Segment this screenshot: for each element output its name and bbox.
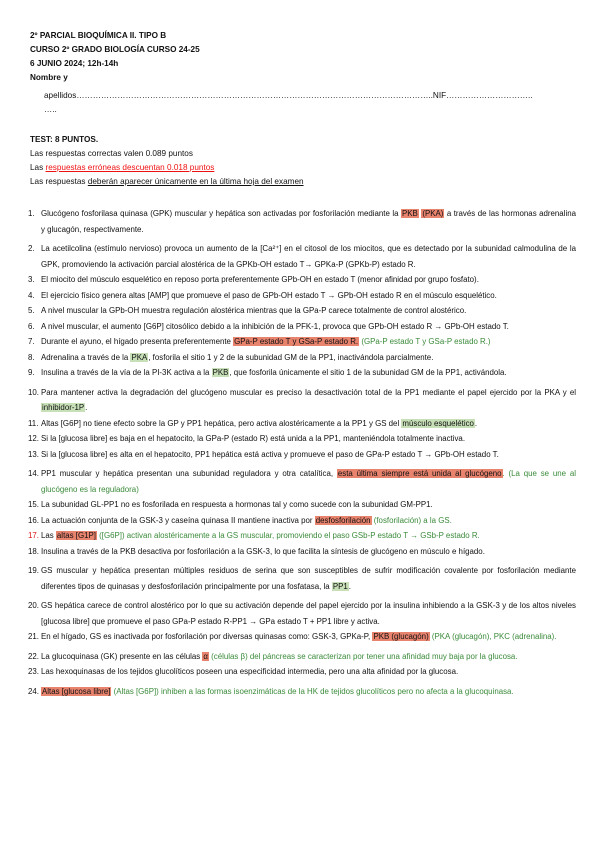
question-correction: (fosforilación) a la GS. <box>371 515 452 525</box>
question-text-part: Durante el ayuno, el hígado presenta preferentemente <box>41 337 234 346</box>
question-item <box>28 664 576 680</box>
question-correction: ([G6P]) activan alostéricamente a la GS muscular, promoviendo el paso GSb-P estado T → GSb-P estado R. <box>96 531 480 540</box>
question-number: 24. <box>28 686 39 696</box>
question-number: 20. <box>28 601 39 610</box>
question-number: 5. <box>28 306 35 315</box>
question-text: Las hexoquinasas de los tejidos glucolíticos poseen una especificidad intermedia, pero una alta afinidad por la glucosa. <box>41 667 459 676</box>
question-correction: . <box>348 581 351 591</box>
highlighted-term: PP1 <box>332 581 348 591</box>
question-text: A nivel muscular, el aumento [G6P] citosólico debido a la inhibición de la PFK-1, provoca que GPb-OH estado R → GPb-OH estado T. <box>41 321 509 331</box>
question-number: 11. <box>28 418 39 428</box>
question-list <box>28 206 576 699</box>
question-text-part: La glucoquinasa (GK) presente en las células <box>41 651 203 661</box>
question-item <box>28 288 576 304</box>
question-correction: a través de las hormonas adrenalina y glucagón, respectivamente. <box>41 209 576 234</box>
question-item <box>28 241 576 272</box>
question-item <box>28 206 576 237</box>
question-number: 17. <box>28 531 39 540</box>
question-text <box>41 513 576 529</box>
question-text: La subunidad GL-PP1 no es fosforilada en respuesta a hormonas tal y como sucede con la subunidad GM-PP1. <box>41 500 433 509</box>
question-item <box>28 272 576 288</box>
question-item <box>28 365 576 381</box>
question-item <box>28 416 576 432</box>
highlighted-term: músculo esquelético <box>402 418 474 428</box>
question-text <box>41 385 576 416</box>
question-correction: , fosforila el sitio 1 y 2 de la subunidad GM de la PP1, inactivándola parcialmente. <box>148 352 434 362</box>
question-correction: . <box>85 403 88 412</box>
course-line: CURSO 2º GRADO BIOLOGÍA CURSO 24-25 <box>30 45 200 54</box>
question-text: El ejercicio físico genera altas [AMP] que promueve el paso de GPb-OH estado T → GPb-OH estado R en el músculo esquelético. <box>41 290 497 300</box>
question-text <box>41 684 576 700</box>
question-item <box>28 544 576 560</box>
question-correction: (PKA (glucagón), PKC (adrenalina). <box>429 632 557 641</box>
question-text <box>41 206 576 237</box>
question-text: Si la [glucosa libre] es alta en el hepatocito, PP1 hepática está activa y promueve el paso de GPa-P estado T → GPb-OH estado T. <box>41 449 499 459</box>
date-line: 6 JUNIO 2024; 12h-14h <box>30 59 119 68</box>
question-item <box>28 447 576 463</box>
question-text-part: GS muscular y hepática presentan múltiples residuos de serina que son susceptibles de sufrir modificación covalente por fosforilación mediante diferentes tipos de quinasas y desfosforilación principalmente por una fosfatasa, la <box>41 566 576 591</box>
question-text-part: En el hígado, GS es inactivada por fosforilación por diversas quinasas como: GSK-3, GPKa-P, <box>41 632 373 641</box>
last-prefix: Las respuestas <box>30 177 88 186</box>
question-number: 21. <box>28 632 39 641</box>
question-item <box>28 563 576 594</box>
question-item <box>28 629 576 645</box>
question-number: 1. <box>28 209 35 218</box>
question-text <box>41 563 576 594</box>
question-text <box>41 466 576 497</box>
question-number: 18. <box>28 546 39 556</box>
question-text-part: Insulina a través de la vía de la PI-3K activa a la <box>41 368 212 377</box>
highlighted-term: GPa-P estado T y GSa-P estado R. <box>234 337 359 346</box>
answer-location-rule <box>30 176 304 187</box>
question-correction: , que fosforila únicamente el sitio 1 de la subunidad GM de la PP1, activándola. <box>229 368 507 377</box>
highlighted-term: altas [G1P] <box>56 531 96 540</box>
question-number: 8. <box>28 352 35 362</box>
question-number: 7. <box>28 337 35 346</box>
question-text <box>41 416 576 432</box>
highlighted-term: PKB <box>212 368 229 377</box>
highlighted-term: PKB (glucagón) <box>373 632 429 641</box>
question-item <box>28 528 576 544</box>
question-text <box>41 334 576 350</box>
question-item <box>28 598 576 629</box>
question-text: Si la [glucosa libre] es baja en el hepatocito, la GPa-P (estado R) está unida a la PP1, manteniéndola totalmente inactiva. <box>41 434 466 443</box>
question-number: 12. <box>28 434 39 443</box>
name-label: Nombre y <box>30 73 68 82</box>
question-correction: . (La que se une al glucógeno es la reguladora) <box>41 469 576 494</box>
question-correction: (GPa-P estado T y GSa-P estado R.) <box>359 337 491 346</box>
exam-title: 2º PARCIAL BIOQUÍMICA II. TIPO B <box>30 31 167 40</box>
question-item <box>28 684 576 700</box>
wrong-prefix: Las <box>30 163 46 172</box>
question-correction: . <box>474 418 478 428</box>
surname-field[interactable]: apellidos…………………………………………………………………………………………………………………..NIF………………………….. <box>44 91 533 100</box>
question-text-part: Las <box>41 531 56 540</box>
surname-continuation: ….. <box>44 105 57 114</box>
question-text-part: Adrenalina a través de la <box>41 352 131 362</box>
highlighted-term: (PKA) <box>422 209 444 218</box>
question-item <box>28 466 576 497</box>
question-item <box>28 303 576 319</box>
question-number: 13. <box>28 449 39 459</box>
correct-rule: Las respuestas correctas valen 0.089 puntos <box>30 149 193 158</box>
question-text: A nivel muscular la GPb-OH muestra regulación alostérica mientras que la GPa-P carece totalmente de control alostérico. <box>41 306 467 315</box>
highlighted-term: esta última siempre está unida al glucógeno <box>337 469 502 478</box>
question-text-part: La actuación conjunta de la GSK-3 y caseína quinasa II mantiene inactiva por <box>41 515 315 525</box>
question-text: El miocito del músculo esquelético en reposo porta preferentemente GPb-OH en estado T (menor afinidad por grupo fosfato). <box>41 275 479 284</box>
question-text <box>41 528 576 544</box>
last-emphasis: deberán aparecer únicamente en la última hoja del examen <box>87 177 304 186</box>
question-text: La acetilcolina (estímulo nervioso) provoca un aumento de la [Ca²⁺] en el citosol de los miocitos, que es detectado por la subunidad calmodulina de la GPK, promoviendo la activación parcial alostérica de la GPKb-OH estado T→ GPKa-P (GPKb-P) estado R. <box>41 244 576 269</box>
question-number: 9. <box>28 368 35 377</box>
question-number: 15. <box>28 500 39 509</box>
question-number: 10. <box>28 387 39 397</box>
question-number: 19. <box>28 566 39 575</box>
question-correction: (Altas [G6P]) inhiben a las formas isoenzimáticas de la HK de tejidos glucolíticos pero no afecta a la glucoquinasa. <box>111 686 514 696</box>
question-text <box>41 649 576 665</box>
question-item <box>28 385 576 416</box>
highlighted-term: Altas [glucosa libre] <box>42 686 111 696</box>
wrong-rule <box>30 162 214 173</box>
wrong-emphasis: respuestas erróneas descuentan 0.018 puntos <box>45 163 215 172</box>
highlighted-term: PKA <box>131 352 148 362</box>
question-text <box>41 629 576 645</box>
question-number: 2. <box>28 244 35 253</box>
question-text <box>41 365 576 381</box>
highlighted-term: desfosforilación <box>315 515 371 525</box>
question-item <box>28 334 576 350</box>
question-number: 23. <box>28 667 39 676</box>
test-points: TEST: 8 PUNTOS. <box>30 135 99 144</box>
highlighted-term: inhibidor-1P <box>42 403 85 412</box>
question-text-part: PP1 muscular y hepática presentan una subunidad reguladora y otra catalítica, <box>41 469 337 478</box>
question-item <box>28 513 576 529</box>
question-item <box>28 497 576 513</box>
highlighted-term: α <box>203 651 208 661</box>
question-item <box>28 431 576 447</box>
question-text <box>41 350 576 366</box>
question-text: GS hepática carece de control alostérico por lo que su activación depende del papel ejercido por la insulina inhibiendo a la GSK-3 y de los altos niveles [glucosa libre] que promueve el paso GPa-P estado R-PP1 → GPa estado T + PP1 libre y activa. <box>41 601 576 626</box>
question-text: Insulina a través de la PKB desactiva por fosforilación a la GSK-3, lo que facilita la síntesis de glucógeno en músculo e hígado. <box>41 546 485 556</box>
question-number: 4. <box>28 290 35 300</box>
question-number: 3. <box>28 275 35 284</box>
question-text-part: Glucógeno fosforilasa quinasa (GPK) muscular y hepática son activadas por fosforilación mediante la <box>41 209 402 218</box>
question-number: 6. <box>28 321 35 331</box>
question-item <box>28 350 576 366</box>
question-item <box>28 319 576 335</box>
question-text-part: Para mantener activa la degradación del glucógeno muscular es preciso la desactivación total de la PP1 mediante el papel ejercido por la PKA y el <box>41 387 576 397</box>
question-text-part: Altas [G6P] no tiene efecto sobre la GP y PP1 hepática, pero activa alostéricamente a la PP1 y GS del <box>41 418 402 428</box>
question-number: 16. <box>28 515 39 525</box>
question-correction: (células β) del páncreas se caracterizan por tener una afinidad muy baja por la glucosa. <box>208 651 518 661</box>
question-number: 14. <box>28 469 39 478</box>
highlighted-term: PKB <box>402 209 418 218</box>
question-item <box>28 649 576 665</box>
question-number: 22. <box>28 651 39 661</box>
